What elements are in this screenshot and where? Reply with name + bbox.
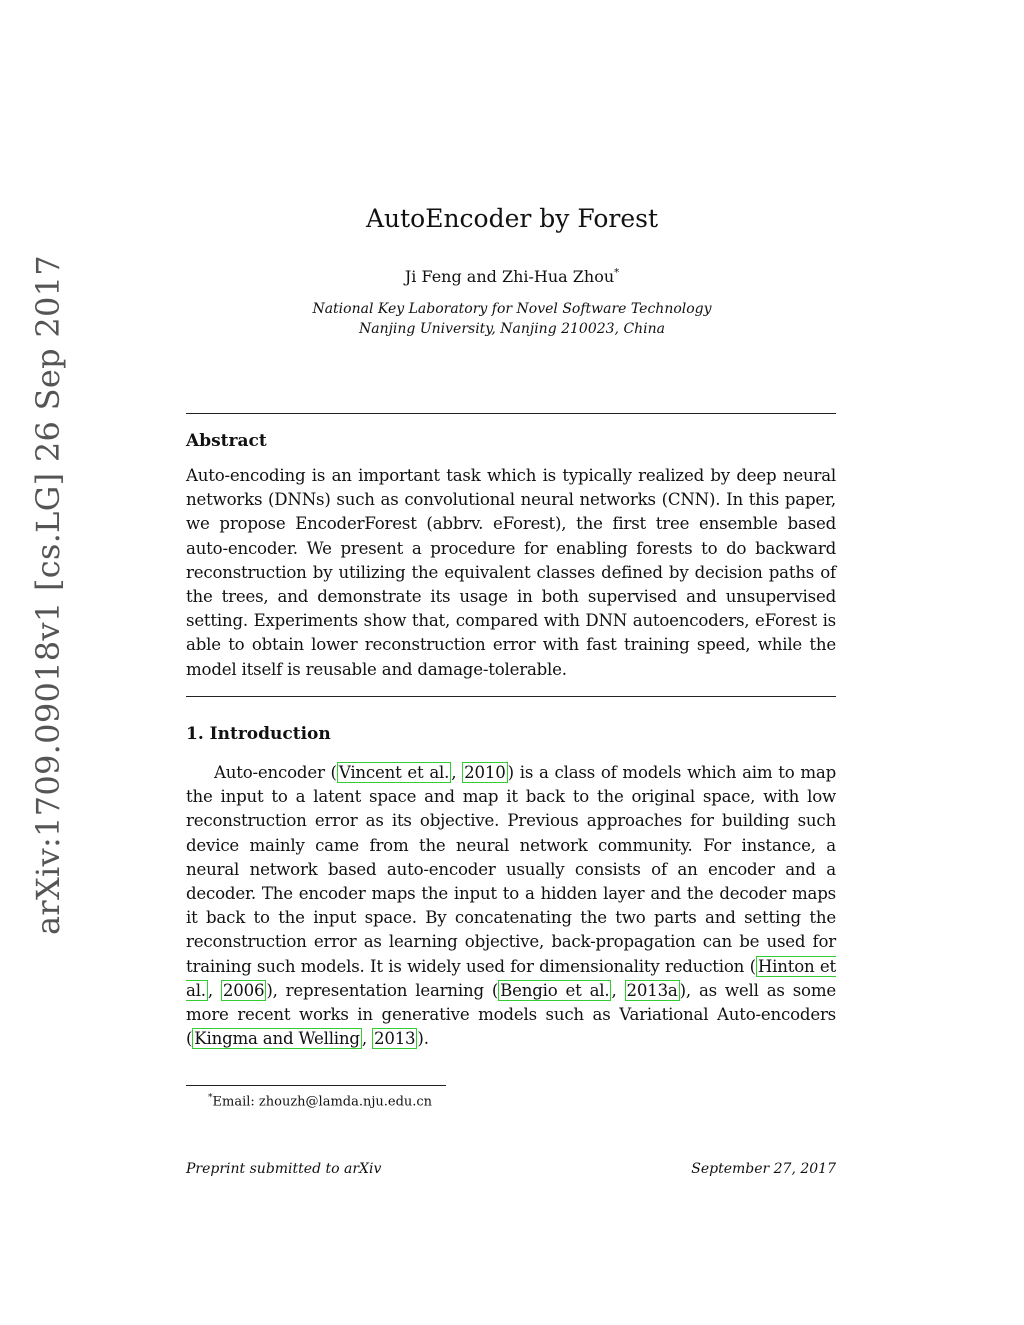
abstract-heading: Abstract bbox=[186, 431, 267, 451]
intro-text-segment: ) is a class of models which aim to map the input to a latent space and map it back to the original space, with low reconstruction error as its objective. Previous approaches for building such device mainly came from the neural network community. For instance, a neural network based auto-encoder usually consists of an encoder and a decoder. The encoder maps the input to a hidden layer and the decoder maps it back to the input space. By concatenating the two parts and setting the reconstruction error as learning objective, back-propagation can be used for training such models. It is widely used for dimensionality reduction ( bbox=[186, 763, 837, 976]
author-line bbox=[0, 267, 1024, 286]
citation-link-kingma-authors[interactable]: Kingma and Welling bbox=[194, 1029, 360, 1049]
abstract-top-rule bbox=[186, 413, 836, 414]
introduction-heading: 1. Introduction bbox=[186, 724, 331, 744]
footer-preprint-note: Preprint submitted to arXiv bbox=[186, 1161, 382, 1177]
affiliation-line-2: Nanjing University, Nanjing 210023, China bbox=[358, 321, 666, 337]
footnote-mark: * bbox=[208, 1093, 213, 1103]
introduction-body: Auto-encoder ( Vincent et al. , 2010 ) is a class of models which aim to map the input to a latent space and map it back to the original space, with low reconstruction error as its objective. Previous approaches for building such device mainly came from the neural network community. For instance, a neural network based auto-encoder usually consists of an encoder and a decoder. The encoder maps the input to a hidden layer and the decoder maps it back to the input space. By concatenating the two parts and setting the reconstruction error as learning objective, back-propagation can be used for training such models. It is widely used for dimensionality reduction ( Hinton et al. , 2006 ), representation learning ( Bengio et al. , 2013a ), as well as some more recent works in generative models such as Variational Auto-encoders ( Kingma and Welling , 2013 ). bbox=[186, 763, 837, 1049]
abstract-bottom-rule bbox=[186, 696, 836, 697]
footnote-rule bbox=[186, 1085, 446, 1086]
intro-text-segment: ). bbox=[417, 1029, 429, 1049]
abstract-body: Auto-encoding is an important task which is typically realized by deep neural networks (DNNs) such as convolutional neural networks (CNN). In this paper, we propose EncoderForest (abbrv. eForest), the first tree ensemble based auto-encoder. We present a procedure for enabling forests to do backward reconstruction by utilizing the equivalent classes defined by decision paths of the trees, and demonstrate its usage in both supervised and unsupervised setting. Experiments show that, compared with DNN autoencoders, eForest is able to obtain lower reconstruction error with fast training speed, while the model itself is reusable and damage-tolerable. bbox=[186, 466, 836, 679]
citation-link-vincent-year[interactable]: 2010 bbox=[464, 763, 506, 782]
intro-text-segment: Auto-encoder ( bbox=[214, 763, 337, 782]
footer-date: September 27, 2017 bbox=[691, 1161, 836, 1177]
arxiv-identifier: arXiv:1709.09018v1 [cs.LG] 26 Sep 2017 bbox=[29, 255, 67, 935]
author-names: Ji Feng and Zhi-Hua Zhou bbox=[404, 267, 615, 286]
author-footnote-mark[interactable]: * bbox=[614, 267, 620, 279]
citation-link-bengio-authors[interactable]: Bengio et al. bbox=[500, 980, 610, 1000]
footnote bbox=[208, 1093, 432, 1109]
footnote-email: Email: zhouzh@lamda.nju.edu.cn bbox=[212, 1094, 433, 1110]
citation-link-vincent-authors[interactable]: Vincent et al. bbox=[338, 763, 450, 782]
paper-title: AutoEncoder by Forest bbox=[365, 204, 659, 233]
intro-text-segment: ), representation learning ( bbox=[266, 980, 499, 1000]
citation-link-hinton-authors[interactable]: Hinton et al. bbox=[186, 956, 836, 1000]
affiliation-line-1: National Key Laboratory for Novel Software Technology bbox=[312, 301, 712, 317]
citation-link-kingma-year[interactable]: 2013 bbox=[373, 1029, 416, 1049]
intro-text-segment: ), as well as some more recent works in generative models such as Variational Auto-encoders ( bbox=[186, 980, 836, 1049]
citation-link-hinton-year[interactable]: 2006 bbox=[222, 980, 265, 1000]
citation-link-bengio-year[interactable]: 2013a bbox=[626, 980, 678, 1000]
